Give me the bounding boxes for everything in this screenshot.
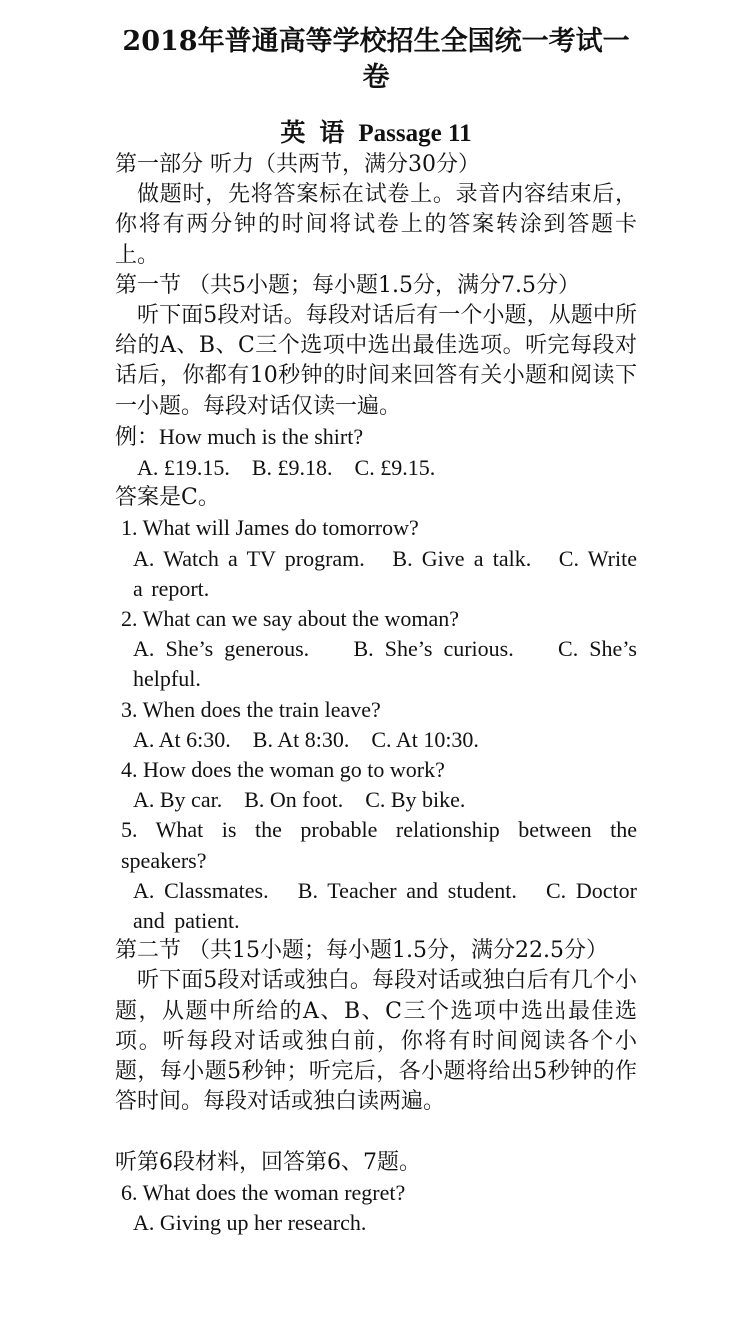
section2-heading: 第二节 （共15小题；每小题1.5分，满分22.5分） — [115, 938, 608, 964]
question-1: 1. What will James do tomorrow? — [121, 515, 419, 541]
question-6: 6. What does the woman regret? — [121, 1179, 406, 1205]
question-4: 4. How does the woman go to work? — [121, 757, 445, 783]
exam-title: 2018年普通高等学校招生全国统一考试一卷 — [122, 26, 630, 93]
question-4-options: A. By car. B. On foot. C. By bike. — [133, 787, 466, 813]
part1-heading: 第一部分 听力（共两节，满分30分） — [115, 152, 480, 177]
question-5: 5. What is the probable relationship between the speakers? — [121, 817, 637, 873]
question-3-options: A. At 6:30. B. At 8:30. C. At 10:30. — [133, 726, 479, 752]
material6-heading: 听第6段材料，回答第6、7题。 — [115, 1149, 421, 1175]
question-6-option-a: A. Giving up her research. — [133, 1209, 367, 1235]
question-5-options: A. Classmates. B. Teacher and student. C. Doctor and patient. — [133, 877, 647, 934]
example-options: A. £19.15. B. £9.18. C. £9.15. — [137, 455, 436, 481]
example-label: 例： — [115, 424, 160, 450]
section2-instructions: 听下面5段对话或独白。每段对话或独白后有几个小题，从题中所给的A、B、C三个选项中选出最佳选项。听每段对话或独白前，你将有时间阅读各个小题，每小题5秒钟；听完后，各小题将给出5秒钟的作答时间。每段对话或独白读两遍。 — [115, 968, 637, 1115]
question-1-options: A. Watch a TV program. B. Give a talk. C. Write a report. — [133, 545, 646, 601]
part1-instructions: 做题时，先将答案标在试卷上。录音内容结束后，你将有两分钟的时间将试卷上的答案转涂到答题卡上。 — [115, 182, 637, 268]
example-question: How much is the shirt? — [159, 423, 364, 449]
example-question-line — [115, 422, 637, 453]
question-2-options: A. She’s generous. B. She’s curious. C. She’s helpful. — [133, 636, 643, 692]
example-answer: 答案是C。 — [115, 485, 220, 511]
subject-heading — [115, 117, 637, 150]
subject-cn: 英语 — [280, 118, 359, 147]
spacer — [115, 1118, 637, 1148]
section1-heading: 第一节 （共5小题；每小题1.5分，满分7.5分） — [115, 272, 580, 298]
subject-en: Passage 11 — [358, 120, 472, 147]
section1-instructions: 听下面5段对话。每段对话后有一个小题，从题中所给的A、B、C三个选项中选出最佳选项。听完每段对话后，你都有10秒钟的时间来回答有关小题和阅读下一小题。每段对话仅读一遍。 — [115, 303, 637, 419]
question-3: 3. When does the train leave? — [121, 696, 381, 722]
exam-page — [115, 0, 647, 1238]
question-2: 2. What can we say about the woman? — [121, 606, 460, 632]
